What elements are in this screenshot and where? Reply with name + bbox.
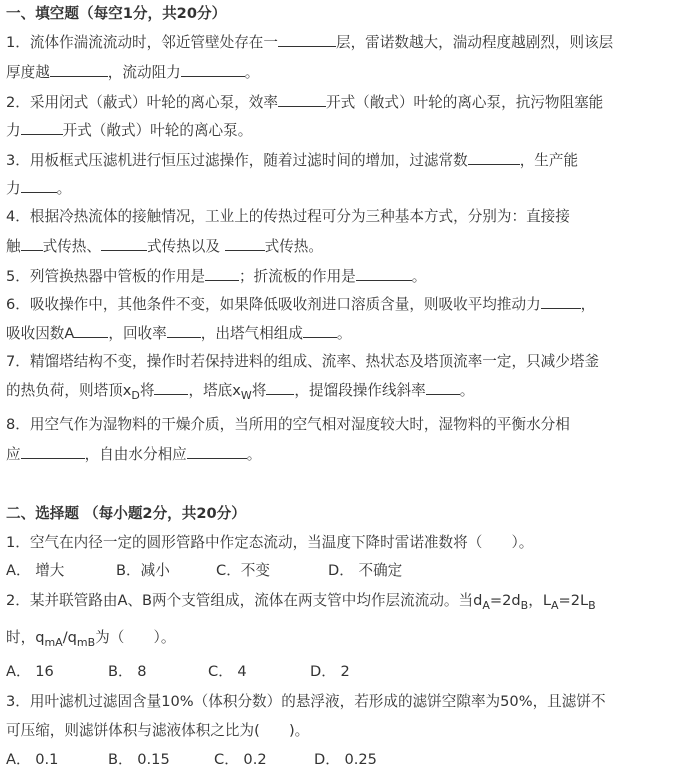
blank[interactable]: [74, 323, 108, 338]
blank[interactable]: [181, 62, 245, 77]
blank[interactable]: [278, 32, 336, 47]
blank[interactable]: [21, 236, 43, 251]
blank[interactable]: [205, 266, 239, 281]
mc-q3-line2: 可压缩，则滤饼体积与滤液体积之比为( )。: [6, 722, 310, 739]
q4-line1: 4．根据冷热流体的接触情况，工业上的传热过程可分为三种基本方式，分别为：直接接: [6, 208, 570, 225]
mc-q2-option-b[interactable]: B． 8: [108, 663, 147, 680]
mc-q1-option-c[interactable]: C．不变: [216, 562, 270, 579]
mc-q2-option-c[interactable]: C． 4: [208, 663, 247, 680]
q3-line2: 力 。: [6, 180, 72, 197]
q3-line1: 3．用板框式压滤机进行恒压过滤操作，随着过滤时间的增加，过滤常数 ，生产能: [6, 152, 579, 169]
mc-q3-line1: 3．用叶滤机过滤固含量10%（体积分数）的悬浮液，若形成的滤饼空隙率为50%，且滤饼不: [6, 693, 606, 710]
mc-q2-option-a[interactable]: A． 16: [6, 663, 54, 680]
mc-q3-option-c[interactable]: C． 0.2: [214, 751, 267, 768]
q7-line1: 7．精馏塔结构不变，操作时若保持进料的组成、流率、热状态及塔顶流率一定，只减少塔釜: [6, 353, 600, 370]
q5-line: 5．列管换热器中管板的作用是 ；折流板的作用是 。: [6, 268, 427, 285]
section1-heading: 一、填空题（每空1分，共20分）: [6, 5, 227, 22]
q2-line1: 2．采用闭式（蔽式）叶轮的离心泵，效率 开式（敞式）叶轮的离心泵，抗污物阻塞能: [6, 94, 604, 111]
section2-heading: 二、选择题 （每小题2分，共20分）: [6, 505, 246, 522]
blank[interactable]: [278, 92, 326, 107]
mc-q1-option-d[interactable]: D． 不确定: [328, 562, 403, 579]
q4-line2: 触 式传热、 式传热以及 式传热。: [6, 238, 323, 255]
mc-q1-option-b[interactable]: B．减小: [116, 562, 170, 579]
blank[interactable]: [21, 178, 57, 193]
mc-q3-option-a[interactable]: A． 0.1: [6, 751, 59, 768]
blank[interactable]: [154, 380, 188, 395]
mc-q2-line1: 2．某并联管路由A、B两个支管组成，流体在两支管中均作层流流动。当$d_A=2d_B$，$L_A=2L_B$: [6, 592, 596, 612]
q8-line2: 应 ，自由水分相应 。: [6, 446, 262, 463]
q6-line1: 6．吸收操作中，其他条件不变，如果降低吸收剂进口溶质含量，则吸收平均推动力 ，: [6, 296, 596, 313]
mc-q1-option-a[interactable]: A． 增大: [6, 562, 65, 579]
blank[interactable]: [21, 120, 63, 135]
q6-line2: 吸收因数A ，回收率 ，出塔气相组成 。: [6, 325, 352, 342]
blank[interactable]: [468, 150, 520, 165]
mc-q3-option-b[interactable]: B． 0.15: [108, 751, 170, 768]
blank[interactable]: [187, 444, 247, 459]
blank[interactable]: [21, 444, 85, 459]
blank[interactable]: [426, 380, 460, 395]
mc-q1-stem: 1．空气在内径一定的圆形管路中作定态流动，当温度下降时雷诺准数将（ ）。: [6, 534, 534, 551]
blank[interactable]: [225, 236, 265, 251]
mc-q2-line2: 时，$q_{mA}/q_{mB}$为（ ）。: [6, 629, 176, 649]
mc-q3-option-d[interactable]: D． 0.25: [314, 751, 377, 768]
q1-line2: 厚度越 ，流动阻力 。: [6, 64, 260, 81]
q2-line2: 力 开式（敞式）叶轮的离心泵。: [6, 122, 253, 139]
blank[interactable]: [50, 62, 108, 77]
blank[interactable]: [266, 380, 294, 395]
q1-line1: 1．流体作湍流流动时，邻近管壁处存在一 层，雷诺数越大，湍动程度越剧烈，则该层: [6, 34, 614, 51]
q7-line2: 的热负荷，则塔顶$x_D$将 ，塔底$x_W$将 ，提馏段操作线斜率 。: [6, 382, 475, 402]
blank[interactable]: [167, 323, 201, 338]
blank[interactable]: [541, 294, 581, 309]
blank[interactable]: [303, 323, 337, 338]
blank[interactable]: [101, 236, 147, 251]
mc-q2-option-d[interactable]: D． 2: [310, 663, 350, 680]
blank[interactable]: [356, 266, 412, 281]
q8-line1: 8．用空气作为湿物料的干燥介质，当所用的空气相对湿度较大时，湿物料的平衡水分相: [6, 416, 570, 433]
